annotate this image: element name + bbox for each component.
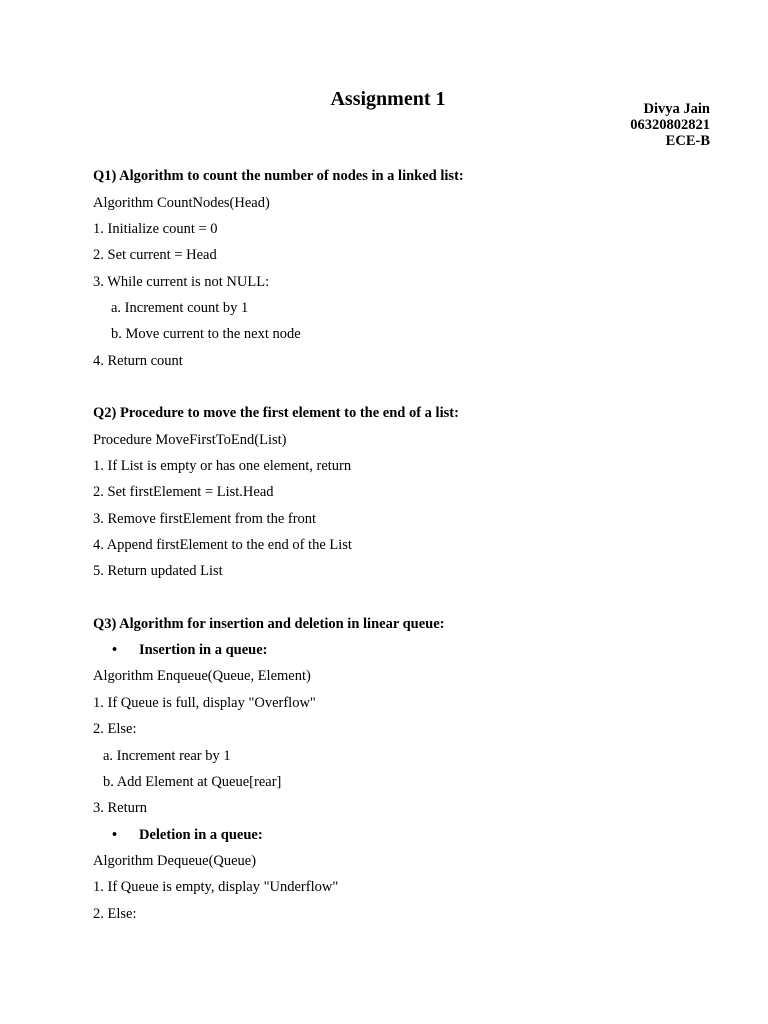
deletion-bullet-item xyxy=(112,826,263,844)
q3-line: 1. If Queue is empty, display "Underflow" xyxy=(93,879,339,895)
q2-line: 1. If List is empty or has one element, return xyxy=(93,458,352,474)
q1-line: 3. While current is not NULL: xyxy=(93,274,270,290)
q2-line: Procedure MoveFirstToEnd(List) xyxy=(93,432,287,448)
insertion-subheading: Insertion in a queue: xyxy=(139,642,268,658)
deletion-subheading: Deletion in a queue: xyxy=(139,827,263,843)
q1-line: Algorithm CountNodes(Head) xyxy=(93,195,270,211)
q1-line: 2. Set current = Head xyxy=(93,247,217,263)
q1-heading: Q1) Algorithm to count the number of nodes in a linked list: xyxy=(93,168,464,184)
q3-line: b. Add Element at Queue[rear] xyxy=(103,774,282,790)
q2-line: 4. Append firstElement to the end of the List xyxy=(93,537,352,553)
q2-line: 5. Return updated List xyxy=(93,563,223,579)
bullet-icon: • xyxy=(112,642,118,658)
q3-line: 2. Else: xyxy=(93,906,137,922)
q1-line: 1. Initialize count = 0 xyxy=(93,221,218,237)
q1-line: a. Increment count by 1 xyxy=(111,300,249,316)
q3-line: a. Increment rear by 1 xyxy=(103,748,231,764)
q1-line: b. Move current to the next node xyxy=(111,326,301,342)
author-name: Divya Jain xyxy=(643,101,710,117)
q2-line: 2. Set firstElement = List.Head xyxy=(93,484,274,500)
q3-line: Algorithm Enqueue(Queue, Element) xyxy=(93,668,311,684)
q3-line: 2. Else: xyxy=(93,721,137,737)
author-block xyxy=(630,101,710,149)
author-section: ECE-B xyxy=(665,133,710,149)
q3-line: 1. If Queue is full, display "Overflow" xyxy=(93,695,316,711)
q1-line: 4. Return count xyxy=(93,353,183,369)
q3-heading: Q3) Algorithm for insertion and deletion in linear queue: xyxy=(93,616,445,632)
insertion-bullet-item xyxy=(112,641,268,659)
bullet-icon: • xyxy=(112,827,118,843)
q2-heading: Q2) Procedure to move the first element to the end of a list: xyxy=(93,405,459,421)
document-title: Assignment 1 xyxy=(330,88,446,110)
q2-line: 3. Remove firstElement from the front xyxy=(93,511,317,527)
author-roll-number: 06320802821 xyxy=(630,117,710,133)
q3-line: Algorithm Dequeue(Queue) xyxy=(93,853,257,869)
q3-line: 3. Return xyxy=(93,800,147,816)
